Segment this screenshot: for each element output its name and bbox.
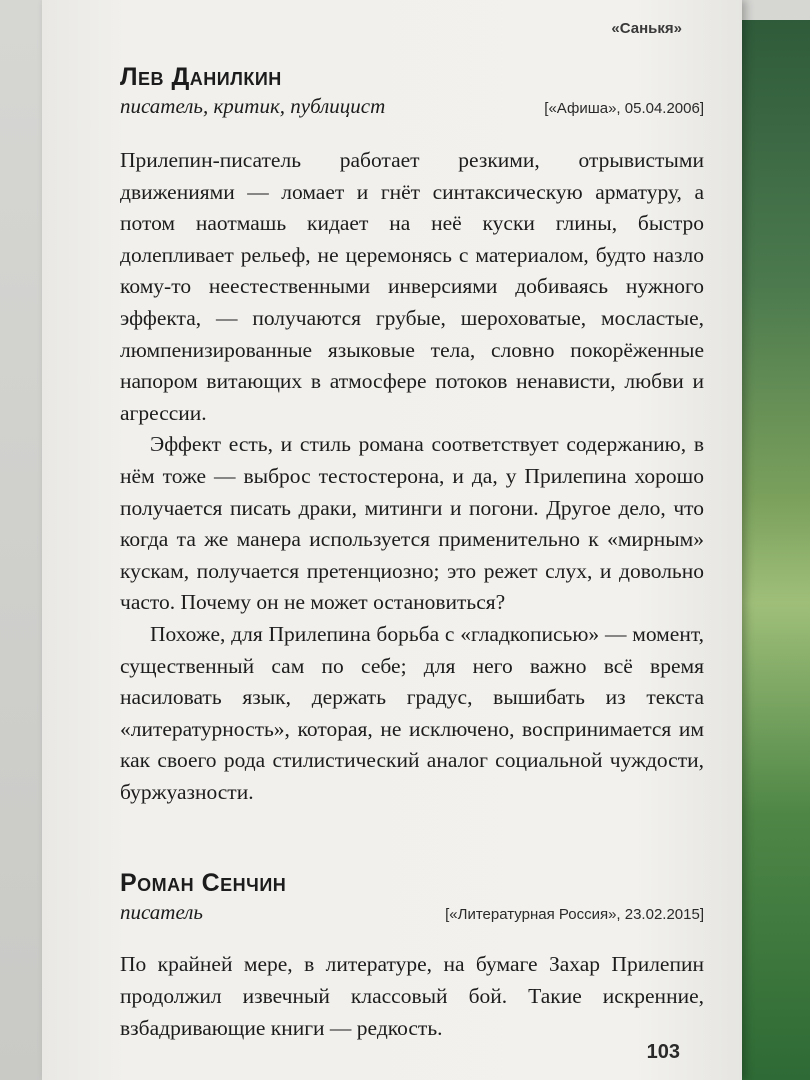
review-entry: [120, 868, 704, 1044]
page-number: 103: [646, 1041, 680, 1063]
author-role: писатель, критик, публицист: [120, 94, 386, 118]
author-name: Роман Сенчин: [120, 869, 287, 898]
review-entry: [120, 62, 704, 808]
paragraph: Прилепин-писатель работает резкими, отрывистыми движениями — ломает и гнёт синтаксическую арматуру, а потом наотмашь кидает на неё куски глины, быстро долепливает рельеф, не церемонясь с материалом, будто назло кому-то неестественными инверсиями добиваясь нужного эффекта, — получаются грубые, шероховатые, мосластые, люмпенизированные языковые тела, словно покорёженные напором витающих в атмосфере потоков ненависти, любви и агрессии.: [120, 148, 704, 425]
review-text: [120, 949, 704, 1044]
paragraph: По крайней мере, в литературе, на бумаге Захар Прилепин продолжил извечный классовый бой. Такие искренние, взбадривающие книги — редкость.: [120, 952, 704, 1040]
source-citation: [«Литературная Россия», 23.02.2015]: [445, 906, 704, 924]
author-meta: [120, 900, 704, 925]
author-role: писатель: [120, 900, 203, 925]
paragraph: Эффект есть, и стиль романа соответствует содержанию, в нём тоже — выброс тестостерона, и да, у Прилепина хорошо получается писать драки, митинги и погони. Другое дело, что когда та же манера используется применительно к «мирным» кускам, получается претенциозно; это режет слух, и довольно часто. Почему он не может остановиться?: [120, 432, 704, 615]
author-name: Лев Данилкин: [120, 63, 282, 91]
running-head: «Санькя»: [611, 20, 682, 37]
adjacent-book-cover: [730, 20, 810, 1080]
paragraph: Похоже, для Прилепина борьба с «гладкописью» — момент, существенный сам по себе; для него важно всё время насиловать язык, держать градус, вышибать из текста «литературность», которая, не исключено, воспринимается им как своего рода стилистический аналог социальной чуждости, буржуазности.: [120, 621, 704, 804]
book-page: [42, 0, 742, 1080]
page-content: [120, 62, 704, 1044]
source-citation: [«Афиша», 05.04.2006]: [544, 100, 704, 117]
review-text: [120, 145, 704, 808]
author-meta: [120, 94, 704, 119]
